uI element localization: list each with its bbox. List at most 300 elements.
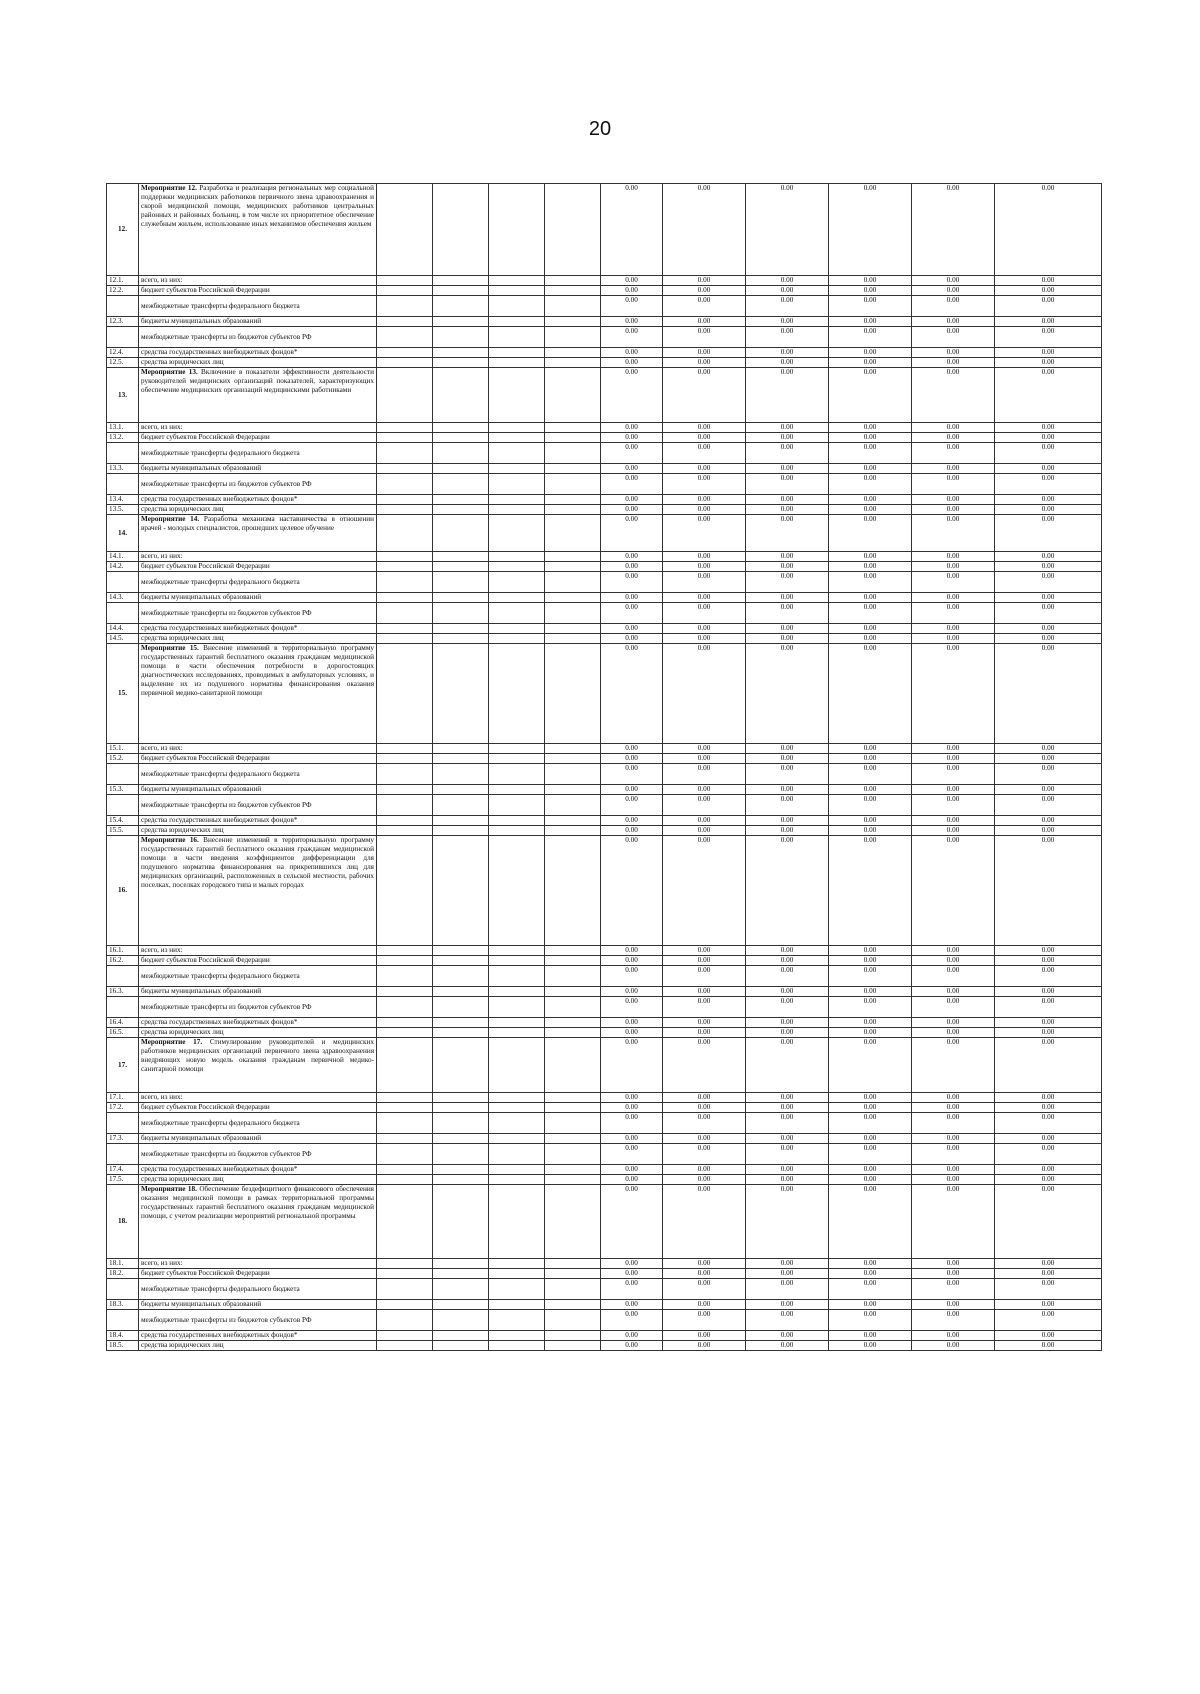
empty-cell	[545, 368, 601, 423]
amount-cell: 0.00	[829, 624, 912, 634]
amount-cell: 0.00	[601, 754, 663, 764]
empty-cell	[489, 634, 545, 644]
amount-cell: 0.00	[912, 368, 995, 423]
amount-cell: 0.00	[912, 1175, 995, 1185]
amount-cell: 0.00	[995, 433, 1102, 443]
amount-cell: 0.00	[995, 1093, 1102, 1103]
empty-cell	[489, 1028, 545, 1038]
funding-source: бюджеты муниципальных образований	[139, 593, 377, 603]
funding-source: бюджет субъектов Российской Федерации	[139, 286, 377, 296]
empty-cell	[433, 826, 489, 836]
amount-cell: 0.00	[663, 1018, 746, 1028]
amount-cell: 0.00	[663, 816, 746, 826]
empty-cell	[377, 1144, 433, 1165]
amount-cell: 0.00	[663, 1093, 746, 1103]
empty-cell	[545, 1144, 601, 1165]
amount-cell: 0.00	[601, 987, 663, 997]
amount-cell: 0.00	[746, 603, 829, 624]
funding-row	[107, 816, 1102, 826]
funding-code: 18.4.	[107, 1331, 139, 1341]
amount-cell: 0.00	[663, 946, 746, 956]
amount-cell: 0.00	[829, 593, 912, 603]
amount-cell: 0.00	[829, 1310, 912, 1331]
amount-cell: 0.00	[912, 184, 995, 276]
empty-cell	[377, 368, 433, 423]
empty-cell	[545, 1103, 601, 1113]
funding-row	[107, 826, 1102, 836]
amount-cell: 0.00	[995, 464, 1102, 474]
funding-source: межбюджетные трансферты из бюджетов субъектов РФ	[139, 795, 377, 816]
amount-cell: 0.00	[995, 505, 1102, 515]
amount-cell: 0.00	[912, 562, 995, 572]
amount-cell: 0.00	[746, 764, 829, 785]
activity-row	[107, 644, 1102, 744]
amount-cell: 0.00	[601, 1028, 663, 1038]
amount-cell: 0.00	[663, 1310, 746, 1331]
funding-source: межбюджетные трансферты федерального бюджета	[139, 1113, 377, 1134]
funding-source: всего, из них:	[139, 1259, 377, 1269]
empty-cell	[545, 317, 601, 327]
amount-cell: 0.00	[829, 443, 912, 464]
amount-cell: 0.00	[601, 1341, 663, 1351]
empty-cell	[433, 286, 489, 296]
empty-cell	[433, 443, 489, 464]
amount-cell: 0.00	[912, 495, 995, 505]
amount-cell: 0.00	[663, 1331, 746, 1341]
funding-source: всего, из них:	[139, 1093, 377, 1103]
funding-row	[107, 423, 1102, 433]
amount-cell: 0.00	[663, 764, 746, 785]
amount-cell: 0.00	[912, 744, 995, 754]
empty-cell	[545, 562, 601, 572]
funding-source: средства государственных внебюджетных фондов*	[139, 624, 377, 634]
amount-cell: 0.00	[746, 552, 829, 562]
amount-cell: 0.00	[912, 956, 995, 966]
amount-cell: 0.00	[995, 966, 1102, 987]
amount-cell: 0.00	[912, 634, 995, 644]
amount-cell: 0.00	[746, 1175, 829, 1185]
empty-cell	[377, 1028, 433, 1038]
funding-code: 17.4.	[107, 1165, 139, 1175]
funding-code: 13.2.	[107, 433, 139, 443]
funding-source: всего, из них:	[139, 552, 377, 562]
amount-cell: 0.00	[601, 1279, 663, 1300]
empty-cell	[545, 184, 601, 276]
empty-cell	[489, 956, 545, 966]
empty-cell	[377, 1134, 433, 1144]
amount-cell: 0.00	[746, 1279, 829, 1300]
amount-cell: 0.00	[912, 1185, 995, 1259]
empty-cell	[433, 327, 489, 348]
funding-row	[107, 1165, 1102, 1175]
funding-code: 12.2.	[107, 286, 139, 296]
amount-cell: 0.00	[746, 443, 829, 464]
amount-cell: 0.00	[912, 358, 995, 368]
empty-cell	[489, 423, 545, 433]
amount-cell: 0.00	[912, 1279, 995, 1300]
amount-cell: 0.00	[995, 785, 1102, 795]
empty-cell	[377, 1331, 433, 1341]
empty-cell	[545, 1259, 601, 1269]
amount-cell: 0.00	[601, 286, 663, 296]
activity-title	[139, 184, 377, 276]
empty-cell	[545, 1185, 601, 1259]
amount-cell: 0.00	[829, 603, 912, 624]
funding-row	[107, 286, 1102, 296]
empty-cell	[545, 1175, 601, 1185]
amount-cell: 0.00	[912, 987, 995, 997]
empty-cell	[489, 443, 545, 464]
empty-cell	[489, 474, 545, 495]
amount-cell: 0.00	[995, 826, 1102, 836]
funding-source: бюджеты муниципальных образований	[139, 464, 377, 474]
empty-cell	[377, 1259, 433, 1269]
funding-code	[107, 296, 139, 317]
funding-code: 14.2.	[107, 562, 139, 572]
empty-cell	[545, 1341, 601, 1351]
amount-cell: 0.00	[995, 1038, 1102, 1093]
amount-cell: 0.00	[746, 956, 829, 966]
amount-cell: 0.00	[663, 1269, 746, 1279]
empty-cell	[377, 184, 433, 276]
funding-source: средства государственных внебюджетных фондов*	[139, 1331, 377, 1341]
amount-cell: 0.00	[746, 1269, 829, 1279]
amount-cell: 0.00	[829, 433, 912, 443]
empty-cell	[377, 634, 433, 644]
amount-cell: 0.00	[995, 1144, 1102, 1165]
amount-cell: 0.00	[829, 1279, 912, 1300]
amount-cell: 0.00	[663, 785, 746, 795]
empty-cell	[433, 1259, 489, 1269]
funding-source: межбюджетные трансферты из бюджетов субъектов РФ	[139, 1310, 377, 1331]
amount-cell: 0.00	[829, 296, 912, 317]
amount-cell: 0.00	[829, 474, 912, 495]
funding-source: бюджеты муниципальных образований	[139, 1300, 377, 1310]
amount-cell: 0.00	[601, 1300, 663, 1310]
activity-title	[139, 515, 377, 552]
amount-cell: 0.00	[912, 1310, 995, 1331]
empty-cell	[433, 1341, 489, 1351]
amount-cell: 0.00	[995, 593, 1102, 603]
empty-cell	[377, 1310, 433, 1331]
funding-code: 17.3.	[107, 1134, 139, 1144]
funding-row	[107, 1113, 1102, 1134]
empty-cell	[545, 644, 601, 744]
amount-cell: 0.00	[829, 826, 912, 836]
empty-cell	[545, 1310, 601, 1331]
empty-cell	[433, 348, 489, 358]
amount-cell: 0.00	[912, 593, 995, 603]
funding-source: всего, из них:	[139, 276, 377, 286]
empty-cell	[433, 552, 489, 562]
empty-cell	[489, 1134, 545, 1144]
funding-code: 16.4.	[107, 1018, 139, 1028]
amount-cell: 0.00	[995, 754, 1102, 764]
empty-cell	[489, 1341, 545, 1351]
amount-cell: 0.00	[829, 997, 912, 1018]
funding-code: 17.2.	[107, 1103, 139, 1113]
empty-cell	[377, 1113, 433, 1134]
amount-cell: 0.00	[746, 1018, 829, 1028]
amount-cell: 0.00	[746, 515, 829, 552]
amount-cell: 0.00	[829, 1093, 912, 1103]
empty-cell	[489, 515, 545, 552]
budget-table-container	[106, 183, 1101, 1351]
funding-source: средства юридических лиц	[139, 505, 377, 515]
funding-source: бюджеты муниципальных образований	[139, 1134, 377, 1144]
empty-cell	[377, 296, 433, 317]
empty-cell	[377, 1341, 433, 1351]
empty-cell	[545, 1134, 601, 1144]
funding-row	[107, 1134, 1102, 1144]
amount-cell: 0.00	[746, 1310, 829, 1331]
amount-cell: 0.00	[912, 754, 995, 764]
amount-cell: 0.00	[912, 816, 995, 826]
amount-cell: 0.00	[663, 552, 746, 562]
funding-source: средства юридических лиц	[139, 358, 377, 368]
amount-cell: 0.00	[912, 505, 995, 515]
amount-cell: 0.00	[746, 296, 829, 317]
budget-table	[106, 183, 1102, 1351]
empty-cell	[433, 1269, 489, 1279]
amount-cell: 0.00	[663, 184, 746, 276]
empty-cell	[545, 987, 601, 997]
empty-cell	[545, 358, 601, 368]
empty-cell	[489, 1269, 545, 1279]
activity-title-label: Мероприятие 17.	[141, 1038, 203, 1046]
amount-cell: 0.00	[829, 1113, 912, 1134]
amount-cell: 0.00	[912, 348, 995, 358]
funding-code: 12.3.	[107, 317, 139, 327]
amount-cell: 0.00	[601, 836, 663, 946]
empty-cell	[433, 562, 489, 572]
empty-cell	[489, 826, 545, 836]
amount-cell: 0.00	[601, 433, 663, 443]
activity-title-text: Включение в показатели эффективности деятельности руководителей медицинских организаций показателей, характеризующих обеспечение медицинских организаций медицинскими работниками	[141, 368, 374, 394]
amount-cell: 0.00	[601, 515, 663, 552]
empty-cell	[489, 1300, 545, 1310]
amount-cell: 0.00	[912, 1341, 995, 1351]
empty-cell	[377, 744, 433, 754]
amount-cell: 0.00	[746, 495, 829, 505]
funding-source: средства государственных внебюджетных фондов*	[139, 816, 377, 826]
empty-cell	[545, 433, 601, 443]
funding-row	[107, 764, 1102, 785]
empty-cell	[489, 754, 545, 764]
funding-source: межбюджетные трансферты из бюджетов субъектов РФ	[139, 603, 377, 624]
empty-cell	[489, 644, 545, 744]
amount-cell: 0.00	[912, 624, 995, 634]
amount-cell: 0.00	[995, 515, 1102, 552]
funding-code: 14.1.	[107, 552, 139, 562]
amount-cell: 0.00	[912, 946, 995, 956]
empty-cell	[545, 1113, 601, 1134]
funding-code	[107, 1310, 139, 1331]
amount-cell: 0.00	[829, 1300, 912, 1310]
amount-cell: 0.00	[663, 603, 746, 624]
amount-cell: 0.00	[663, 348, 746, 358]
amount-cell: 0.00	[663, 956, 746, 966]
amount-cell: 0.00	[912, 836, 995, 946]
amount-cell: 0.00	[995, 1341, 1102, 1351]
amount-cell: 0.00	[746, 1093, 829, 1103]
amount-cell: 0.00	[995, 795, 1102, 816]
empty-cell	[433, 603, 489, 624]
empty-cell	[489, 624, 545, 634]
amount-cell: 0.00	[663, 433, 746, 443]
funding-source: всего, из них:	[139, 946, 377, 956]
empty-cell	[489, 1144, 545, 1165]
empty-cell	[489, 1259, 545, 1269]
amount-cell: 0.00	[829, 1185, 912, 1259]
amount-cell: 0.00	[746, 562, 829, 572]
amount-cell: 0.00	[912, 1103, 995, 1113]
funding-code	[107, 603, 139, 624]
amount-cell: 0.00	[601, 1331, 663, 1341]
amount-cell: 0.00	[601, 744, 663, 754]
empty-cell	[433, 593, 489, 603]
amount-cell: 0.00	[912, 1165, 995, 1175]
funding-row	[107, 1310, 1102, 1331]
amount-cell: 0.00	[995, 1331, 1102, 1341]
funding-source: средства юридических лиц	[139, 634, 377, 644]
amount-cell: 0.00	[995, 1269, 1102, 1279]
funding-source: межбюджетные трансферты федерального бюджета	[139, 572, 377, 593]
amount-cell: 0.00	[995, 1279, 1102, 1300]
empty-cell	[489, 464, 545, 474]
empty-cell	[545, 505, 601, 515]
amount-cell: 0.00	[995, 474, 1102, 495]
empty-cell	[489, 1093, 545, 1103]
amount-cell: 0.00	[912, 1113, 995, 1134]
amount-cell: 0.00	[829, 836, 912, 946]
funding-row	[107, 987, 1102, 997]
empty-cell	[433, 795, 489, 816]
funding-source: бюджеты муниципальных образований	[139, 785, 377, 795]
amount-cell: 0.00	[601, 1310, 663, 1331]
funding-source: бюджет субъектов Российской Федерации	[139, 562, 377, 572]
amount-cell: 0.00	[829, 327, 912, 348]
amount-cell: 0.00	[746, 1165, 829, 1175]
funding-row	[107, 1259, 1102, 1269]
amount-cell: 0.00	[663, 505, 746, 515]
funding-source: средства государственных внебюджетных фондов*	[139, 1165, 377, 1175]
amount-cell: 0.00	[912, 966, 995, 987]
empty-cell	[377, 603, 433, 624]
amount-cell: 0.00	[746, 1144, 829, 1165]
empty-cell	[433, 296, 489, 317]
funding-code: 12.5.	[107, 358, 139, 368]
amount-cell: 0.00	[829, 515, 912, 552]
empty-cell	[545, 795, 601, 816]
amount-cell: 0.00	[601, 1165, 663, 1175]
empty-cell	[545, 624, 601, 634]
empty-cell	[489, 816, 545, 826]
funding-code	[107, 1279, 139, 1300]
amount-cell: 0.00	[746, 1113, 829, 1134]
amount-cell: 0.00	[663, 966, 746, 987]
amount-cell: 0.00	[663, 1279, 746, 1300]
amount-cell: 0.00	[912, 826, 995, 836]
empty-cell	[489, 276, 545, 286]
activity-title-text: Внесение изменений в территориальную программу государственных гарантий бесплатного оказания гражданам медицинской помощи в части введения коэффициентов дифференциации для подушевого норматива финансирования на прикрепившихся лиц для медицинских организаций, расположенных в сельской местности, рабочих поселках, поселках городского типа и малых городах	[141, 836, 374, 889]
empty-cell	[433, 1018, 489, 1028]
empty-cell	[433, 764, 489, 785]
funding-code: 15.4.	[107, 816, 139, 826]
empty-cell	[489, 368, 545, 423]
amount-cell: 0.00	[601, 184, 663, 276]
empty-cell	[489, 836, 545, 946]
funding-code	[107, 764, 139, 785]
funding-row	[107, 997, 1102, 1018]
amount-cell: 0.00	[995, 603, 1102, 624]
empty-cell	[433, 1134, 489, 1144]
amount-cell: 0.00	[601, 1259, 663, 1269]
activity-code: 15.	[107, 644, 139, 744]
funding-code: 16.1.	[107, 946, 139, 956]
amount-cell: 0.00	[746, 634, 829, 644]
amount-cell: 0.00	[829, 505, 912, 515]
amount-cell: 0.00	[663, 1300, 746, 1310]
empty-cell	[489, 1279, 545, 1300]
amount-cell: 0.00	[995, 816, 1102, 826]
amount-cell: 0.00	[663, 754, 746, 764]
amount-cell: 0.00	[829, 184, 912, 276]
amount-cell: 0.00	[601, 276, 663, 286]
activity-title-text: Обеспечение бездефицитного финансового обеспечения оказания медицинской помощи в рамках территориальной программы государственных гарантий бесплатного оказания гражданам медицинской помощи, с учетом реализации мероприятий региональной программы	[141, 1185, 374, 1220]
amount-cell: 0.00	[746, 785, 829, 795]
funding-row	[107, 744, 1102, 754]
amount-cell: 0.00	[995, 1300, 1102, 1310]
funding-code: 15.5.	[107, 826, 139, 836]
empty-cell	[545, 946, 601, 956]
activity-title-text: Разработка механизма наставничества в отношении врачей - молодых специалистов, прошедших целевое обучение	[141, 515, 374, 532]
funding-row	[107, 327, 1102, 348]
empty-cell	[433, 572, 489, 593]
amount-cell: 0.00	[829, 644, 912, 744]
amount-cell: 0.00	[829, 956, 912, 966]
amount-cell: 0.00	[995, 368, 1102, 423]
amount-cell: 0.00	[912, 1038, 995, 1093]
amount-cell: 0.00	[995, 423, 1102, 433]
activity-title-label: Мероприятие 12.	[141, 184, 197, 192]
funding-source: средства юридических лиц	[139, 1341, 377, 1351]
empty-cell	[545, 348, 601, 358]
amount-cell: 0.00	[912, 464, 995, 474]
empty-cell	[489, 184, 545, 276]
amount-cell: 0.00	[912, 1144, 995, 1165]
amount-cell: 0.00	[601, 474, 663, 495]
funding-row	[107, 1269, 1102, 1279]
amount-cell: 0.00	[663, 1144, 746, 1165]
empty-cell	[377, 1038, 433, 1093]
amount-cell: 0.00	[829, 1341, 912, 1351]
activity-code: 14.	[107, 515, 139, 552]
amount-cell: 0.00	[746, 348, 829, 358]
amount-cell: 0.00	[829, 464, 912, 474]
amount-cell: 0.00	[663, 1341, 746, 1351]
empty-cell	[433, 1185, 489, 1259]
empty-cell	[377, 348, 433, 358]
amount-cell: 0.00	[663, 634, 746, 644]
amount-cell: 0.00	[829, 562, 912, 572]
empty-cell	[433, 515, 489, 552]
funding-code: 16.2.	[107, 956, 139, 966]
amount-cell: 0.00	[829, 317, 912, 327]
empty-cell	[433, 505, 489, 515]
amount-cell: 0.00	[829, 1175, 912, 1185]
funding-code: 18.5.	[107, 1341, 139, 1351]
